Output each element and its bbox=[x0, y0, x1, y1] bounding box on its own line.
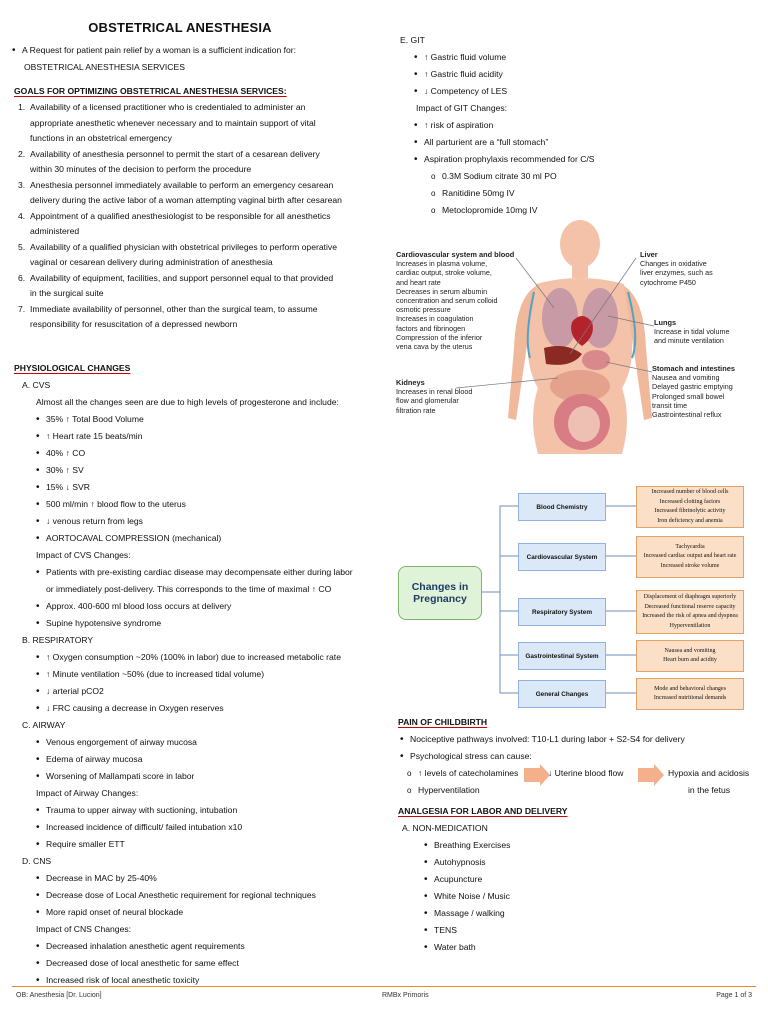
respiratory-item: • ↓ FRC causing a decrease in Oxygen reserves bbox=[34, 700, 384, 717]
cvs-impact-item: • Patients with pre-existing cardiac disease may decompensate either during labor bbox=[34, 564, 384, 581]
mindmap-desc-line: Increased nutritional demands bbox=[653, 695, 727, 701]
goal-line: Availability of anesthesia personnel to permit the start of a cesarean delivery bbox=[30, 148, 320, 159]
resp-label: B. RESPIRATORY bbox=[22, 635, 94, 645]
analgesia-heading: ANALGESIA FOR LABOR AND DELIVERY bbox=[398, 806, 568, 816]
mindmap-desc-line: Iron deficiency and anemia bbox=[657, 517, 723, 524]
goal-line: appropriate anesthetic whenever necessary and to maintain support of vital bbox=[30, 117, 316, 128]
annotation-line: flow and glomerular bbox=[396, 396, 459, 406]
annotation-line: cytochrome P450 bbox=[640, 277, 696, 287]
mindmap-branch bbox=[518, 598, 606, 626]
cns-impact-label: Impact of CNS Changes: bbox=[36, 924, 132, 934]
goal-line: Immediate availability of personnel, other than the surgical team, to assume bbox=[30, 303, 318, 314]
cns-impact-item: • Decreased dose of local anesthetic for same effect bbox=[34, 955, 384, 972]
annotation-line: Increases in plasma volume, bbox=[396, 259, 488, 269]
analgesia-item: • Autohypnosis bbox=[422, 854, 762, 871]
mindmap-desc-line: Decreased functional reserve capacity bbox=[644, 603, 736, 610]
mindmap-connector bbox=[480, 506, 518, 592]
git-impact-item: • Aspiration prophylaxis recommended for C/S bbox=[412, 151, 760, 168]
mindmap-desc-line: Increased the risk of apnea and dyspnea bbox=[642, 613, 738, 619]
pain-item: • Psychological stress can cause: bbox=[398, 748, 762, 765]
mindmap-desc-line: Nausea and vomiting bbox=[664, 647, 716, 654]
cvs-impact-item: • Approx. 400-600 ml blood loss occurs at delivery bbox=[34, 598, 384, 615]
cvs-label: A. CVS bbox=[22, 380, 51, 390]
goal-line: administered bbox=[30, 226, 80, 236]
respiratory-item: • ↑ Oxygen consumption ~20% (100% in labor) due to increased metabolic rate bbox=[34, 649, 384, 666]
mindmap-branch-description bbox=[636, 640, 744, 672]
cvs-item: • 15% ↓ SVR bbox=[34, 479, 384, 496]
annotation-line: Decreases in serum albumin bbox=[396, 286, 488, 296]
goal-line: Appointment of a qualified anesthesiologist to be responsible for all anesthetics bbox=[30, 210, 331, 221]
pain-sub-item: o ↑ levels of catecholamines bbox=[406, 765, 762, 782]
annotation-line: Increases in renal blood bbox=[396, 387, 473, 397]
mindmap-desc-line: Tachycardia bbox=[675, 543, 705, 550]
mindmap-desc-line: Increased fibrinolytic activity bbox=[654, 508, 726, 514]
page-footer bbox=[12, 986, 756, 999]
footer-left: OB: Anesthesia [Dr. Lucion] bbox=[16, 992, 102, 999]
airway-impact-item: • Require smaller ETT bbox=[34, 836, 384, 853]
lungs-title: Lungs bbox=[654, 318, 677, 327]
pain-sub-item: o Hyperventilation bbox=[406, 782, 762, 799]
goal-line: Availability of equipment, facilities, and support personnel equal to that provided bbox=[30, 272, 334, 283]
goal-line: Availability of a licensed practitioner who is credentialed to administer an bbox=[30, 102, 306, 112]
cvs-impact-label: Impact of CVS Changes: bbox=[36, 550, 131, 560]
mindmap-desc-line: Heart burn and acidity bbox=[663, 657, 717, 663]
goal-line: Availability of a qualified physician with obstetrical privileges to perform operative bbox=[30, 241, 337, 252]
annotation-line: concentration and serum colloid bbox=[396, 296, 498, 306]
document-title: OBSTETRICAL ANESTHESIA bbox=[88, 20, 272, 35]
mindmap-branch bbox=[518, 680, 606, 708]
cns-item: • More rapid onset of neural blockade bbox=[34, 904, 384, 921]
annotation-line: Increases in coagulation bbox=[396, 314, 474, 324]
annotation-line: Gastrointestinal reflux bbox=[652, 410, 722, 420]
cns-impact-item: • Decreased inhalation anesthetic agent requirements bbox=[34, 938, 384, 955]
flow-arrow-icon bbox=[638, 764, 664, 786]
mindmap-branch-label: Gastrointestinal System bbox=[525, 652, 599, 660]
airway-item: • Edema of airway mucosa bbox=[34, 751, 384, 768]
mindmap-branch-label: General Changes bbox=[535, 690, 589, 698]
cardio-title: Cardiovascular system and blood bbox=[396, 250, 515, 259]
analgesia-section bbox=[398, 803, 762, 956]
cns-label: D. CNS bbox=[22, 856, 52, 866]
mindmap-connector bbox=[480, 592, 518, 611]
mindmap-desc-lines bbox=[642, 593, 738, 631]
git-impact-label: Impact of GIT Changes: bbox=[416, 103, 508, 113]
mindmap-connector bbox=[480, 592, 518, 655]
goal-number: 4. bbox=[18, 210, 26, 221]
annotation-line: factors and fibrinogen bbox=[396, 323, 466, 333]
annotation-line: cardiac output, stroke volume, bbox=[396, 268, 492, 278]
git-item: • ↓ Competency of LES bbox=[412, 83, 760, 100]
airway-impact-label: Impact of Airway Changes: bbox=[36, 788, 139, 798]
annotation-line: transit time bbox=[652, 400, 688, 410]
cvs-impact-item-cont: or immediately post-delivery. This corresponds to the time of maximal ↑ CO bbox=[46, 584, 332, 594]
cns-item: • Decrease in MAC by 25-40% bbox=[34, 870, 384, 887]
mindmap-desc-lines bbox=[663, 647, 717, 666]
prophylaxis-item: o 0.3M Sodium citrate 30 ml PO bbox=[430, 168, 760, 185]
cns-item: • Decrease dose of Local Anesthetic requirement for regional techniques bbox=[34, 887, 384, 904]
airway-label: C. AIRWAY bbox=[22, 720, 66, 730]
mindmap-connector bbox=[480, 592, 518, 693]
analgesia-item: • Water bath bbox=[422, 939, 762, 956]
mindmap-connector bbox=[480, 556, 518, 592]
intro-services: OBSTETRICAL ANESTHESIA SERVICES bbox=[24, 62, 185, 72]
annotation-line: and heart rate bbox=[396, 277, 441, 287]
mindmap-branch bbox=[518, 543, 606, 571]
annotation-line: Changes in oxidative bbox=[640, 259, 707, 269]
mindmap-desc-line: Increased stroke volume bbox=[660, 562, 720, 569]
mindmap-branch-label: Cardiovascular System bbox=[526, 553, 598, 561]
mindmap-branch-label: Respiratory System bbox=[531, 608, 593, 616]
annotation-line: liver enzymes, such as bbox=[640, 268, 713, 278]
git-label: E. GIT bbox=[400, 35, 425, 45]
mindmap-desc-line: Increased number of blood cells bbox=[651, 489, 729, 495]
cns-impact-item: • Increased risk of local anesthetic toxicity bbox=[34, 972, 384, 989]
mindmap-center-label: Changes in Pregnancy bbox=[411, 581, 469, 605]
airway-impact-item: • Increased incidence of difficult/ failed intubation x10 bbox=[34, 819, 384, 836]
mindmap-center bbox=[398, 566, 482, 620]
prophylaxis-item: o Ranitidine 50mg IV bbox=[430, 185, 760, 202]
git-impact-item: • ↑ risk of aspiration bbox=[412, 117, 760, 134]
analgesia-item: • Breathing Exercises bbox=[422, 837, 762, 854]
mindmap-desc-line: Mode and behavioral changes bbox=[654, 685, 726, 692]
flow-arrow-icon bbox=[524, 764, 550, 786]
airway-impact-item: • Trauma to upper airway with suctioning, intubation bbox=[34, 802, 384, 819]
mindmap-desc-line: Displacement of diaphragm superiorly bbox=[643, 594, 737, 600]
analgesia-list bbox=[398, 837, 762, 956]
annotation-line: osmotic pressure bbox=[396, 305, 451, 315]
git-impact-item: • All parturient are a “full stomach” bbox=[412, 134, 760, 151]
analgesia-item: • White Noise / Music bbox=[422, 888, 762, 905]
footer-center: RMBx Primoris bbox=[382, 992, 429, 999]
pain-flow-step-2: Hypoxia and acidosis bbox=[668, 768, 750, 778]
cvs-lead: Almost all the changes seen are due to high levels of progesterone and include: bbox=[36, 397, 339, 407]
stomach-title: Stomach and intestines bbox=[652, 364, 735, 373]
cvs-item: • 40% ↑ CO bbox=[34, 445, 384, 462]
mindmap-desc-line: Hyperventilation bbox=[669, 622, 711, 629]
goal-number: 2. bbox=[18, 148, 26, 159]
goal-line: within 30 minutes of the decision to perform the procedure bbox=[30, 164, 252, 174]
mindmap-desc-line: Increased clotting factors bbox=[659, 498, 721, 505]
airway-item: • Venous engorgement of airway mucosa bbox=[34, 734, 384, 751]
respiratory-item: • ↓ arterial pCO2 bbox=[34, 683, 384, 700]
analgesia-item: • TENS bbox=[422, 922, 762, 939]
airway-item: • Worsening of Mallampati score in labor bbox=[34, 768, 384, 785]
goal-number: 3. bbox=[18, 179, 26, 190]
pain-flow-step-3: in the fetus bbox=[688, 785, 731, 795]
intro-bullet: • A Request for patient pain relief by a woman is a sufficient indication for: bbox=[10, 42, 382, 59]
cvs-item: • 500 ml/min ↑ blood flow to the uterus bbox=[34, 496, 384, 513]
cvs-item: • ↑ Heart rate 15 beats/min bbox=[34, 428, 384, 445]
mindmap-desc-line: Increased cardiac output and heart rate bbox=[643, 553, 737, 560]
kidneys-title: Kidneys bbox=[396, 378, 425, 387]
mindmap-branch bbox=[518, 642, 606, 670]
physiology-heading: PHYSIOLOGICAL CHANGES bbox=[14, 363, 131, 373]
cvs-item: • 30% ↑ SV bbox=[34, 462, 384, 479]
annotation-line: and minute ventilation bbox=[654, 336, 724, 346]
mindmap-desc-lines bbox=[644, 543, 737, 572]
respiratory-item: • ↑ Minute ventilation ~50% (due to increased tidal volume) bbox=[34, 666, 384, 683]
pain-flow-step-1: ↓ Uterine blood flow bbox=[548, 768, 624, 778]
goal-line: vaginal or cesarean delivery during administration of anesthesia bbox=[30, 257, 273, 267]
cvs-item: • ↓ venous return from legs bbox=[34, 513, 384, 530]
goal-line: Anesthesia personnel immediately available to perform an emergency cesarean bbox=[30, 179, 334, 190]
liver-title: Liver bbox=[640, 250, 658, 259]
footer-right: Page 1 of 3 bbox=[716, 992, 752, 999]
goal-number: 6. bbox=[18, 272, 26, 283]
annotation-line: vena cava by the uterus bbox=[396, 342, 473, 352]
goal-line: delivery during the active labor of a woman attempting vaginal birth after cesarean bbox=[30, 195, 342, 205]
prophylaxis-item: o Metoclopromide 10mg IV bbox=[430, 202, 760, 219]
mindmap-branch-description bbox=[636, 678, 744, 710]
cvs-impact-item: • Supine hypotensive syndrome bbox=[34, 615, 384, 632]
git-item: • ↑ Gastric fluid volume bbox=[412, 49, 760, 66]
pain-heading: PAIN OF CHILDBIRTH bbox=[398, 717, 488, 727]
analgesia-item: • Acupuncture bbox=[422, 871, 762, 888]
annotation-line: filtration rate bbox=[396, 405, 436, 415]
mindmap-desc-lines bbox=[654, 685, 726, 704]
goal-number: 7. bbox=[18, 303, 26, 314]
goal-line: functions in an obstetrical emergency bbox=[30, 133, 172, 143]
mindmap-branch-description bbox=[636, 486, 744, 528]
cvs-item: • 35% ↑ Total Bood Volume bbox=[34, 411, 384, 428]
mindmap-branch-description bbox=[636, 536, 744, 578]
mindmap-branch-description bbox=[636, 590, 744, 634]
pain-item: • Nociceptive pathways involved: T10-L1 during labor + S2-S4 for delivery bbox=[398, 731, 762, 748]
annotation-line: Prolonged small bowel bbox=[652, 391, 725, 401]
goal-number: 5. bbox=[18, 241, 26, 252]
annotation-line: Compression of the inferior bbox=[396, 332, 483, 342]
mindmap-desc-lines bbox=[652, 488, 729, 526]
goal-number: 1. bbox=[18, 102, 26, 112]
annotation-line: Increase in tidal volume bbox=[654, 327, 730, 337]
pain-list bbox=[398, 731, 762, 765]
goals-heading: GOALS FOR OPTIMIZING OBSTETRICAL ANESTHESIA SERVICES: bbox=[14, 86, 287, 96]
analgesia-sub-label: A. NON-MEDICATION bbox=[402, 823, 488, 833]
mindmap-branch-label: Blood Chemistry bbox=[536, 503, 588, 511]
mindmap-branch bbox=[518, 493, 606, 521]
git-item: • ↑ Gastric fluid acidity bbox=[412, 66, 760, 83]
annotation-line: Delayed gastric emptying bbox=[652, 382, 733, 392]
cvs-item: • AORTOCAVAL COMPRESSION (mechanical) bbox=[34, 530, 384, 547]
goal-line: in the surgical suite bbox=[30, 288, 104, 298]
analgesia-item: • Massage / walking bbox=[422, 905, 762, 922]
annotation-line: Nausea and vomiting bbox=[652, 373, 720, 383]
goal-line: responsibility for resuscitation of a depressed newborn bbox=[30, 319, 238, 329]
